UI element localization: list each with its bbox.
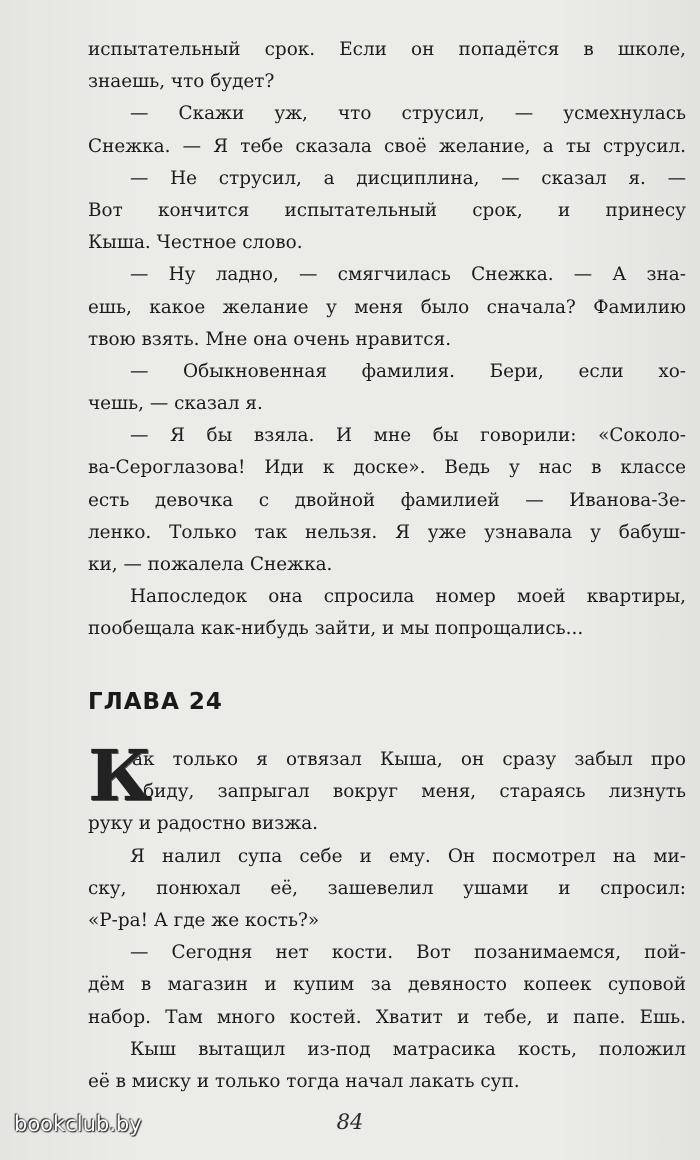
text-line: Кыша. Честное слово.: [88, 232, 303, 254]
text-line: твою взять. Мне она очень нравится.: [88, 328, 452, 350]
text-block-top: [88, 34, 686, 646]
text-line: её в миску и только тогда начал лакать суп.: [88, 1070, 520, 1092]
text-line: испытательный срок. Если он попадётся в школе,: [88, 39, 686, 60]
text-line: ленко. Только так нельзя. Я уже узнавала у бабуш-: [88, 521, 686, 543]
text-line: Я налил супа себе и ему. Он посмотрел на ми-: [130, 845, 686, 867]
text-line: Кыш вытащил из-под матрасика кость, положил: [130, 1038, 686, 1060]
text-line: ва-Сероглазова! Иди к доске». Ведь у нас в классе: [88, 457, 686, 479]
text-line: ску, понюхал её, зашевелил ушами и спросил:: [88, 877, 686, 899]
text-line: ешь, какое желание у меня было сначала? Фамилию: [88, 296, 686, 318]
text-line: пообещала как-нибудь зайти, и мы попрощались...: [88, 618, 584, 640]
dropcap-letter: К: [88, 734, 152, 817]
text-line: обиду, запрыгал вокруг меня, стараясь лизнуть: [132, 781, 686, 803]
site-watermark: bookclub.by: [14, 1112, 142, 1136]
text-line: руку и радостно визжа.: [88, 813, 319, 835]
text-line: Вот кончится испытательный срок, и принесу: [88, 199, 686, 221]
text-line: есть девочка с двойной фамилией — Иванова-Зе-: [88, 489, 686, 511]
text-line: ак только я отвязал Кыша, он сразу забыл про: [132, 749, 686, 770]
text-line: — Сегодня нет кости. Вот позанимаемся, пой-: [130, 942, 686, 964]
text-line: — Обыкновенная фамилия. Бери, если хо-: [130, 360, 686, 382]
chapter-text-block: [88, 734, 686, 1098]
text-line: «Р-ра! А где же кость?»: [88, 909, 320, 931]
text-line: ки, — пожалела Снежка.: [88, 554, 333, 575]
text-line: Снежка. — Я тебе сказала своё желание, а ты струсил.: [88, 135, 686, 157]
text-line: чешь, — сказал я.: [88, 393, 263, 415]
text-line: — Я бы взяла. И мне бы говорили: «Соколо-: [130, 425, 686, 447]
text-line: знаешь, что будет?: [88, 71, 275, 93]
page-number: 84: [336, 1110, 364, 1134]
text-line: набор. Там много костей. Хватит и тебе, и папе. Ешь.: [88, 1006, 686, 1028]
text-line: — Скажи уж, что струсил, — усмехнулась: [130, 103, 686, 125]
text-line: — Ну ладно, — смягчилась Снежка. — А зна-: [130, 264, 686, 286]
text-line: дём в магазин и купим за девяносто копеек суповой: [88, 974, 686, 996]
chapter-title: ГЛАВА 24: [88, 689, 223, 715]
text-line: — Не струсил, а дисциплина, — сказал я. —: [130, 167, 686, 189]
text-line: Напоследок она спросила номер моей квартиры,: [130, 586, 686, 608]
